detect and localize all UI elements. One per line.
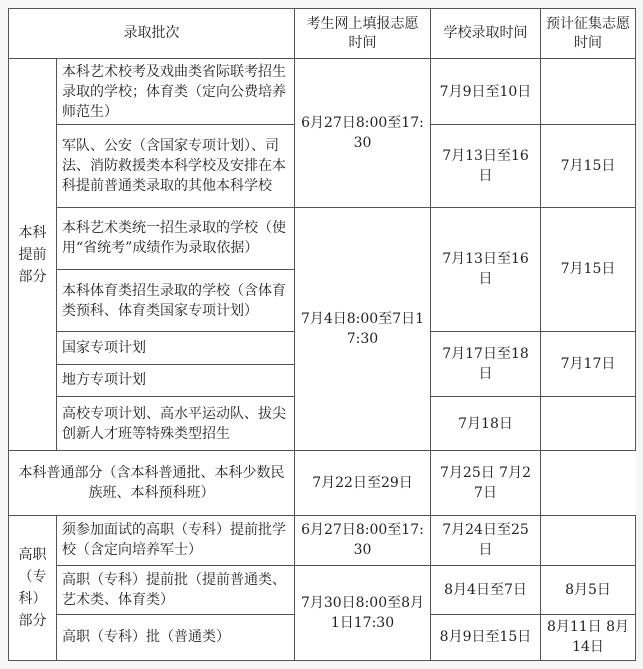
admit-time: 7月24日至25日	[431, 515, 541, 565]
table-row	[9, 59, 636, 125]
fill-time: 7月30日8:00至8月1日17:30	[295, 566, 431, 661]
header-row	[9, 9, 636, 59]
admit-time: 7月13日至16日	[431, 124, 541, 207]
admit-time: 7月13日至16日	[431, 207, 541, 332]
supplement-time: 7月17日	[541, 332, 636, 396]
batch-name: 国家专项计划	[57, 332, 295, 364]
section-label-early: 本科提前部分	[9, 59, 57, 451]
batch-name: 高职（专科）提前批（提前普通类、艺术类、体育类）	[57, 566, 295, 614]
fill-time: 7月4日8:00至7日17:30	[295, 207, 431, 451]
supplement-time	[541, 515, 636, 565]
supplement-time: 7月15日	[541, 207, 636, 332]
header-batch: 录取批次	[9, 9, 295, 59]
supplement-time	[541, 396, 636, 450]
table-row	[9, 566, 636, 614]
admit-time: 8月4日至7日	[431, 566, 541, 614]
admission-schedule-table	[8, 8, 636, 661]
batch-name: 军队、公安（含国家专项计划）、司法、消防救援类本科学校及安排在本科提前普通类录取的其他本科学校	[57, 124, 295, 207]
batch-name: 高职（专科）批（普通类）	[57, 614, 295, 660]
section-label-regular: 本科普通部分（含本科普通批、本科少数民族班、本科预科班）	[9, 451, 295, 515]
table-row	[9, 207, 636, 269]
supplement-time: 8月5日	[541, 566, 636, 614]
admit-time: 7月17日至18日	[431, 332, 541, 396]
fill-time: 6月27日8:00至17:30	[295, 59, 431, 207]
batch-name: 本科艺术校考及戏曲类省际联考招生录取的学校；体育类（定向公费培养师范生）	[57, 59, 295, 125]
header-fill-time: 考生网上填报志愿时间	[295, 9, 431, 59]
batch-name: 本科艺术类统一招生录取的学校（使用“省统考”成绩作为录取依据）	[57, 207, 295, 269]
batch-name: 须参加面试的高职（专科）提前批学校（含定向培养军士）	[57, 515, 295, 565]
admit-time: 8月9日至15日	[431, 614, 541, 660]
admit-time: 7月18日	[431, 396, 541, 450]
batch-name: 地方专项计划	[57, 364, 295, 396]
admit-time: 7月22日至29日	[295, 451, 431, 515]
admit-time: 7月9日至10日	[431, 59, 541, 125]
supplement-time: 7月15日	[541, 124, 636, 207]
table-row	[9, 451, 636, 515]
header-admit-time: 学校录取时间	[431, 9, 541, 59]
table-row	[9, 515, 636, 565]
supplement-time: 8月11日 8月14日	[541, 614, 636, 660]
section-label-vocational: 高职（专科）部分	[9, 515, 57, 660]
supplement-time: 7月25日 7月27日	[431, 451, 541, 515]
batch-name: 本科体育类招生录取的学校（含体育类预科、体育类国家专项计划）	[57, 269, 295, 331]
fill-time: 6月27日8:00至17:30	[295, 515, 431, 565]
header-supplement-time: 预计征集志愿时间	[541, 9, 636, 59]
batch-name: 高校专项计划、高水平运动队、拔尖创新人才班等特殊类型招生	[57, 396, 295, 450]
supplement-time	[541, 59, 636, 125]
